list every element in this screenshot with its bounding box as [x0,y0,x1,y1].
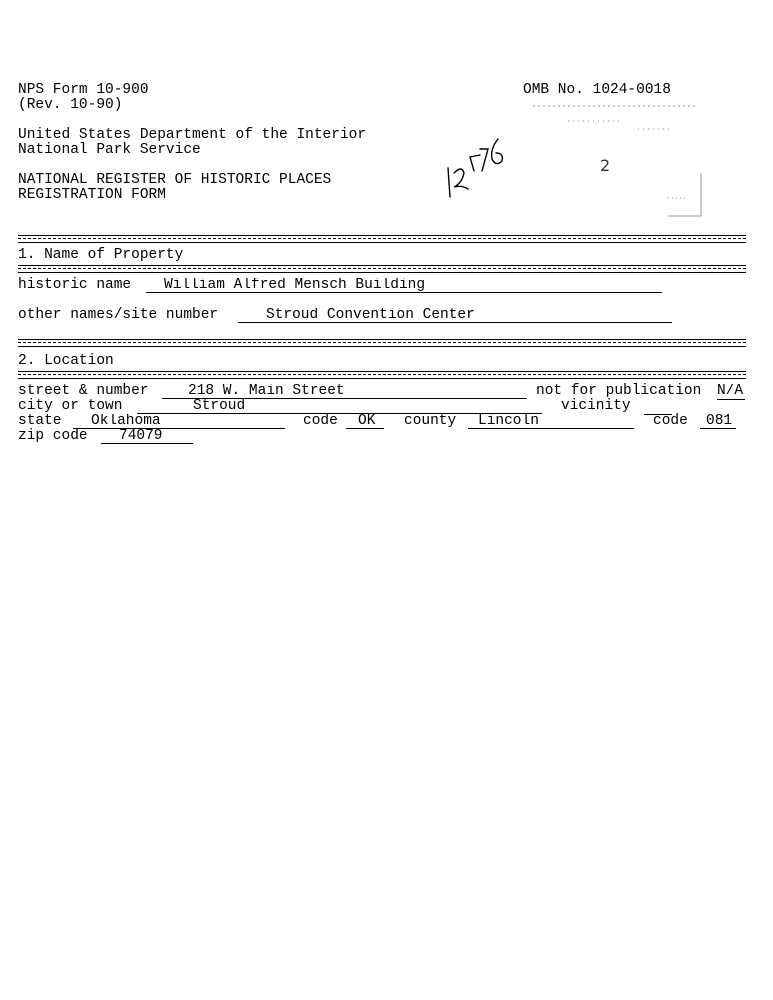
city-label: city or town [18,398,123,414]
zip-label: zip code [18,428,88,444]
section-divider [18,371,746,379]
service-name: National Park Service [18,142,201,158]
other-names-label: other names/site number [18,307,219,323]
stamp-mark: 2 [600,156,611,175]
form-number: NPS Form 10-900 [18,82,149,98]
vicinity-label: vicinity [561,398,631,414]
county-code-field[interactable]: 081 [700,414,736,429]
county-field[interactable]: Lincoln [468,414,634,429]
not-for-publication-label: not for publication [536,383,702,399]
street-field[interactable]: 218 W. Main Street [162,384,527,399]
state-code-field[interactable]: OK [346,414,384,429]
county-label: county [404,413,457,429]
receipt-stamp [528,103,703,218]
state-field[interactable]: Oklahoma [73,414,285,429]
section-1-heading: 1. Name of Property [18,247,184,263]
form-title: REGISTRATION FORM [18,187,166,203]
omb-number: OMB No. 1024-0018 [523,82,671,98]
city-field[interactable]: Stroud [137,399,542,414]
historic-name-field[interactable]: William Alfred Mensch Building [146,278,662,293]
zip-field[interactable]: 74079 [101,429,193,444]
state-label: state [18,413,62,429]
state-code-label: code [303,413,338,429]
not-for-publication-field[interactable]: N/A [717,384,744,399]
register-title: NATIONAL REGISTER OF HISTORIC PLACES [18,172,332,188]
handwritten-number [440,135,510,205]
section-divider [18,235,746,243]
form-revision: (Rev. 10-90) [18,97,123,113]
historic-name-label: historic name [18,277,132,293]
section-divider [18,265,746,273]
county-code-label: code [653,413,688,429]
section-2-heading: 2. Location [18,353,114,369]
department-name: United States Department of the Interior [18,127,367,143]
section-divider [18,339,746,347]
other-names-field[interactable]: Stroud Convention Center [238,308,672,323]
street-label: street & number [18,383,149,399]
